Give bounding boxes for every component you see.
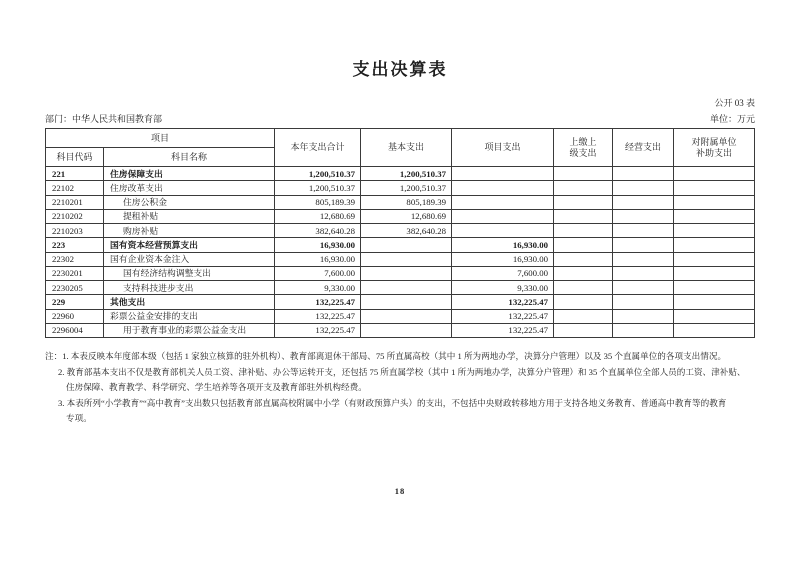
subject-code-cell: 2210201 (46, 195, 104, 209)
upper-cell (554, 238, 613, 252)
basic-cell (361, 295, 452, 309)
operating-cell (613, 266, 674, 280)
table-code-label: 公开 03 表 (714, 98, 755, 108)
subject-name-cell: 彩票公益金安排的支出 (104, 309, 275, 323)
table-row (46, 323, 755, 337)
upper-cell (554, 224, 613, 238)
table-row (46, 252, 755, 266)
meta-row (45, 112, 755, 125)
upper-cell (554, 181, 613, 195)
note-line-2: 2. 教育部基本支出不仅是教育部机关人员工资、津补贴、办公等运转开支，还包括 75 所直属学校（其中 1 所为两地办学，决算分户管理）和 35 个直属单位全部人员的工资、津补贴、 (58, 366, 746, 377)
upper-cell (554, 309, 613, 323)
table-row (46, 281, 755, 295)
project-cell (452, 195, 554, 209)
operating-cell (613, 167, 674, 181)
header-upper-line1: 上缴上 (569, 137, 597, 148)
upper-cell (554, 195, 613, 209)
project-cell: 7,600.00 (452, 266, 554, 280)
table-row (46, 238, 755, 252)
affiliated-cell (674, 195, 755, 209)
project-cell (452, 167, 554, 181)
upper-cell (554, 252, 613, 266)
subject-code-cell: 22102 (46, 181, 104, 195)
affiliated-cell (674, 295, 755, 309)
header-operating: 经营支出 (613, 129, 674, 167)
total-cell: 12,680.69 (275, 209, 361, 223)
affiliated-cell (674, 209, 755, 223)
total-cell: 1,200,510.37 (275, 167, 361, 181)
affiliated-cell (674, 181, 755, 195)
operating-cell (613, 252, 674, 266)
subject-name-cell: 国有资本经营预算支出 (104, 238, 275, 252)
project-cell (452, 181, 554, 195)
subject-name-cell: 国有经济结构调整支出 (104, 266, 275, 280)
header-affiliated-line1: 对附属单位 (691, 137, 737, 148)
upper-cell (554, 266, 613, 280)
header-subject-name: 科目名称 (104, 147, 275, 167)
affiliated-cell (674, 309, 755, 323)
table-body (46, 167, 755, 338)
header-project-group: 项目 (46, 129, 275, 148)
project-cell (452, 209, 554, 223)
subject-code-cell: 2230201 (46, 266, 104, 280)
total-cell: 132,225.47 (275, 323, 361, 337)
total-cell: 7,600.00 (275, 266, 361, 280)
upper-cell (554, 323, 613, 337)
header-upper-level (554, 129, 613, 167)
operating-cell (613, 281, 674, 295)
subject-code-cell: 2210203 (46, 224, 104, 238)
upper-cell (554, 295, 613, 309)
basic-cell (361, 266, 452, 280)
operating-cell (613, 224, 674, 238)
basic-cell (361, 281, 452, 295)
total-cell: 9,330.00 (275, 281, 361, 295)
affiliated-cell (674, 323, 755, 337)
header-affiliated (674, 129, 755, 167)
table-row (46, 181, 755, 195)
subject-name-cell: 国有企业资本金注入 (104, 252, 275, 266)
subject-code-cell: 2210202 (46, 209, 104, 223)
subject-name-cell: 住房保障支出 (104, 167, 275, 181)
subject-code-cell: 22302 (46, 252, 104, 266)
table-row (46, 266, 755, 280)
upper-cell (554, 167, 613, 181)
total-cell: 132,225.47 (275, 295, 361, 309)
operating-cell (613, 209, 674, 223)
header-project-expense: 项目支出 (452, 129, 554, 167)
header-affiliated-line2: 补助支出 (696, 147, 733, 158)
project-cell: 132,225.47 (452, 323, 554, 337)
project-cell: 132,225.47 (452, 309, 554, 323)
subject-name-cell: 支持科技进步支出 (104, 281, 275, 295)
total-cell: 16,930.00 (275, 252, 361, 266)
subject-name-cell: 购房补贴 (104, 224, 275, 238)
subject-name-cell: 其他支出 (104, 295, 275, 309)
note-line-4: 3. 本表所列“小学教育”“高中教育”支出数只包括教育部直属高校附属中小学（有财政预算户头）的支出，不包括中央财政转移地方用于支持各地义务教育、普通高中教育等的教育 (58, 397, 727, 408)
notes-block (45, 349, 760, 427)
affiliated-cell (674, 238, 755, 252)
note-line-3: 住房保障、教育教学、科学研究、学生培养等各项开支及教育部驻外机构经费。 (66, 382, 367, 392)
operating-cell (613, 309, 674, 323)
header-subject-code: 科目代码 (46, 147, 104, 167)
basic-cell: 805,189.39 (361, 195, 452, 209)
affiliated-cell (674, 224, 755, 238)
note-line-5: 专项。 (66, 413, 92, 423)
expenditure-table (45, 128, 755, 338)
basic-cell (361, 309, 452, 323)
upper-cell (554, 281, 613, 295)
subject-code-cell: 2230205 (46, 281, 104, 295)
table-row (46, 209, 755, 223)
project-cell: 16,930.00 (452, 238, 554, 252)
total-cell: 16,930.00 (275, 238, 361, 252)
project-cell: 16,930.00 (452, 252, 554, 266)
basic-cell: 12,680.69 (361, 209, 452, 223)
subject-name-cell: 用于教育事业的彩票公益金支出 (104, 323, 275, 337)
operating-cell (613, 238, 674, 252)
subject-code-cell: 223 (46, 238, 104, 252)
total-cell: 1,200,510.37 (275, 181, 361, 195)
department-label: 部门：中华人民共和国教育部 (45, 114, 163, 124)
table-row (46, 309, 755, 323)
affiliated-cell (674, 252, 755, 266)
header-total: 本年支出合计 (275, 129, 361, 167)
basic-cell: 1,200,510.37 (361, 181, 452, 195)
basic-cell: 1,200,510.37 (361, 167, 452, 181)
operating-cell (613, 323, 674, 337)
basic-cell (361, 323, 452, 337)
table-row (46, 224, 755, 238)
operating-cell (613, 195, 674, 209)
affiliated-cell (674, 281, 755, 295)
subject-name-cell: 提租补贴 (104, 209, 275, 223)
page-number: 18 (394, 486, 406, 496)
header-upper-line2: 级支出 (569, 147, 597, 158)
subject-name-cell: 住房改革支出 (104, 181, 275, 195)
total-cell: 805,189.39 (275, 195, 361, 209)
total-cell: 382,640.28 (275, 224, 361, 238)
basic-cell: 382,640.28 (361, 224, 452, 238)
table-row (46, 295, 755, 309)
header-basic: 基本支出 (361, 129, 452, 167)
subject-code-cell: 2296004 (46, 323, 104, 337)
basic-cell (361, 238, 452, 252)
table-row (46, 167, 755, 181)
subject-code-cell: 229 (46, 295, 104, 309)
unit-label: 单位：万元 (709, 114, 755, 124)
affiliated-cell (674, 167, 755, 181)
subject-name-cell: 住房公积金 (104, 195, 275, 209)
subject-code-cell: 22960 (46, 309, 104, 323)
page-title: 支出决算表 (352, 60, 448, 79)
project-cell: 9,330.00 (452, 281, 554, 295)
upper-cell (554, 209, 613, 223)
affiliated-cell (674, 266, 755, 280)
total-cell: 132,225.47 (275, 309, 361, 323)
project-cell (452, 224, 554, 238)
project-cell: 132,225.47 (452, 295, 554, 309)
operating-cell (613, 295, 674, 309)
header-row-1 (46, 129, 755, 148)
operating-cell (613, 181, 674, 195)
note-line-1: 注：1. 本表反映本年度部本级（包括 1 家独立核算的驻外机构）、教育部离退休干部局、75 所直属高校（其中 1 所为两地办学，决算分户管理）以及 35 个直属单位的各项支出情况。 (45, 351, 727, 361)
table-row (46, 195, 755, 209)
subject-code-cell: 221 (46, 167, 104, 181)
basic-cell (361, 252, 452, 266)
